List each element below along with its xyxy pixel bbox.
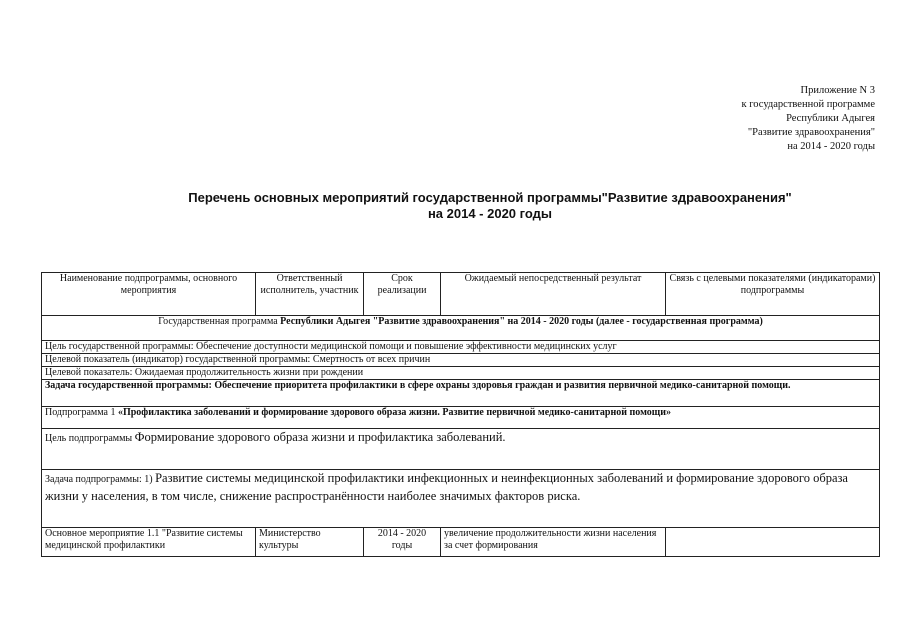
program-row	[42, 316, 880, 341]
header-cell-indicators: Связь с целевыми показателями (индикаторами) подпрограммы	[666, 273, 880, 316]
activity-name-cell: Основное мероприятие 1.1 "Развитие системы медицинской профилактики	[42, 528, 256, 557]
program-prefix: Государственная программа	[158, 316, 281, 327]
subprogram-row	[42, 407, 880, 429]
program-name: Республики Адыгея "Развитие здравоохранения" на 2014 - 2020 годы (далее - государственная программа)	[280, 316, 763, 327]
document-title	[150, 190, 830, 222]
subprogram-name: «Профилактика заболеваний и формирование здорового образа жизни. Развитие первичной медико-санитарной помощи»	[117, 407, 671, 418]
subprogram-task-cell	[42, 470, 880, 528]
subprogram-prefix: Подпрограмма 1	[45, 407, 118, 418]
header-cell-name: Наименование подпрограммы, основного мероприятия	[42, 273, 256, 316]
subprogram-cell	[42, 407, 880, 429]
target-indicator-row	[42, 367, 880, 380]
activities-table	[41, 272, 880, 557]
subprogram-goal-text: Формирование здорового образа жизни и профилактика заболеваний.	[134, 430, 506, 444]
target-indicator-cell: Целевой показатель: Ожидаемая продолжительность жизни при рождении	[42, 367, 880, 380]
subprogram-task-text: Развитие системы медицинской профилактики инфекционных и неинфекционных заболеваний и формирование здорового образа жизни у населения, в том числе, снижение распространённости наиболее значимых факторов риска.	[45, 471, 848, 503]
program-goal-cell: Цель государственной программы: Обеспечение доступности медицинской помощи и повышение эффективности медицинских услуг	[42, 341, 880, 354]
subprogram-task-label: Задача подпрограммы: 1)	[45, 474, 156, 485]
subprogram-task-row	[42, 470, 880, 528]
document-title-line: на 2014 - 2020 годы	[427, 206, 553, 221]
table-header-row	[42, 273, 880, 316]
appendix-line: к государственной программе	[741, 99, 875, 110]
program-goal-row	[42, 341, 880, 354]
subprogram-goal-label: Цель подпрограммы	[45, 433, 135, 444]
table-row	[42, 528, 880, 557]
appendix-line: Республики Адыгея	[786, 113, 875, 124]
header-cell-executor: Ответственный исполнитель, участник	[256, 273, 364, 316]
program-indicator-row	[42, 354, 880, 367]
program-cell	[42, 316, 880, 341]
activity-result-cell: увеличение продолжительности жизни населения за счет формирования	[441, 528, 666, 557]
activity-term-cell: 2014 - 2020 годы	[364, 528, 441, 557]
program-task-row	[42, 380, 880, 407]
subprogram-goal-cell	[42, 429, 880, 470]
program-task-cell: Задача государственной программы: Обеспечение приоритета профилактики в сфере охраны здоровья граждан и развития первичной медико-санитарной помощи.	[42, 380, 880, 407]
appendix-line: на 2014 - 2020 годы	[787, 141, 875, 152]
header-cell-result: Ожидаемый непосредственный результат	[441, 273, 666, 316]
subprogram-goal-row	[42, 429, 880, 470]
document-title-line: Перечень основных мероприятий государственной программы"Развитие здравоохранения"	[188, 190, 792, 205]
activity-link-cell	[666, 528, 880, 557]
appendix-line: "Развитие здравоохранения"	[747, 127, 875, 138]
appendix-block	[575, 84, 875, 154]
program-indicator-cell: Целевой показатель (индикатор) государственной программы: Смертность от всех причин	[42, 354, 880, 367]
activity-executor-cell: Министерство культуры	[256, 528, 364, 557]
appendix-line: Приложение N 3	[800, 85, 875, 96]
header-cell-term: Срок реализации	[364, 273, 441, 316]
